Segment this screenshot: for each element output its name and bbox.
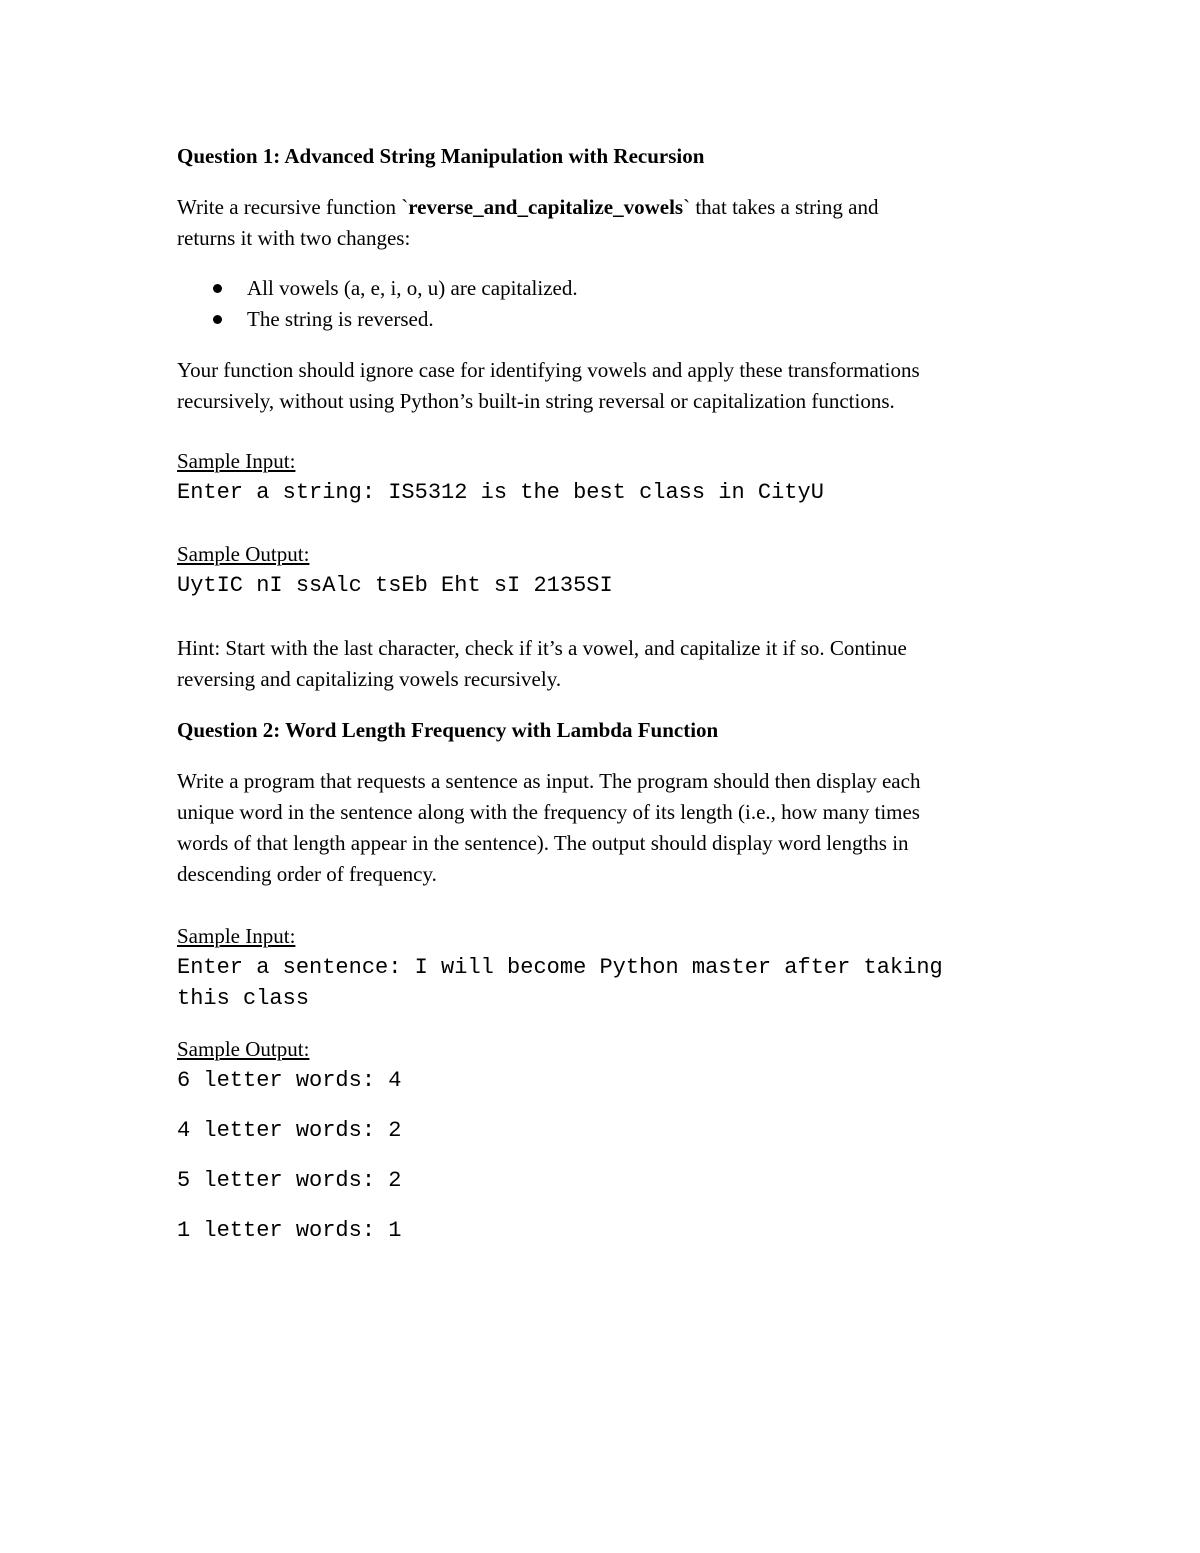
sample-output-label: Sample Output:: [177, 1037, 310, 1061]
sample-input-text: Enter a string: IS5312 is the best class in CityU: [177, 480, 824, 505]
question-1-hint: Hint: Start with the last character, check if it’s a vowel, and capitalize it if so. Continue reversing and capitalizing vowels recursively.: [177, 636, 907, 691]
sample-output-line: 4 letter words: 2: [177, 1118, 402, 1143]
sample-input-label: Sample Input:: [177, 449, 296, 473]
bullet-item: All vowels (a, e, i, o, u) are capitalized.: [177, 273, 1037, 304]
function-name: reverse_and_capitalize_vowels: [408, 195, 684, 219]
sample-output-line: 5 letter words: 2: [177, 1168, 402, 1193]
sample-output-text: UytIC nI ssAlc tsEb Eht sI 2135SI: [177, 573, 613, 598]
question-1-intro: [177, 192, 1037, 254]
question-1-description: Your function should ignore case for identifying vowels and apply these transformations recursively, without using Python’s built-in string reversal or capitalization functions.: [177, 358, 920, 413]
question-1-bullet-list: [177, 273, 1037, 335]
bullet-item: The string is reversed.: [177, 304, 1037, 335]
sample-output-line: 6 letter words: 4: [177, 1068, 402, 1093]
sample-output-label: Sample Output:: [177, 542, 310, 566]
question-2-description: Write a program that requests a sentence as input. The program should then display each unique word in the sentence along with the frequency of its length (i.e., how many times words of that length appear in the sentence). The output should display word lengths in descending order of frequency.: [177, 769, 921, 886]
question-2-heading: Question 2: Word Length Frequency with Lambda Function: [177, 718, 719, 742]
sample-input-label: Sample Input:: [177, 924, 296, 948]
bullet-dot-icon: [213, 284, 222, 293]
question-1-heading: Question 1: Advanced String Manipulation with Recursion: [177, 144, 705, 168]
sample-output-line: 1 letter words: 1: [177, 1218, 402, 1243]
intro-text-before: Write a recursive function `: [177, 195, 409, 219]
sample-input-text: Enter a sentence: I will become Python master after taking this class: [177, 955, 943, 1011]
intro-text-line2: returns it with two changes:: [177, 226, 411, 250]
document-page: [177, 138, 1037, 1246]
intro-text-after: ` that takes a string and: [683, 195, 879, 219]
bullet-dot-icon: [213, 315, 222, 324]
